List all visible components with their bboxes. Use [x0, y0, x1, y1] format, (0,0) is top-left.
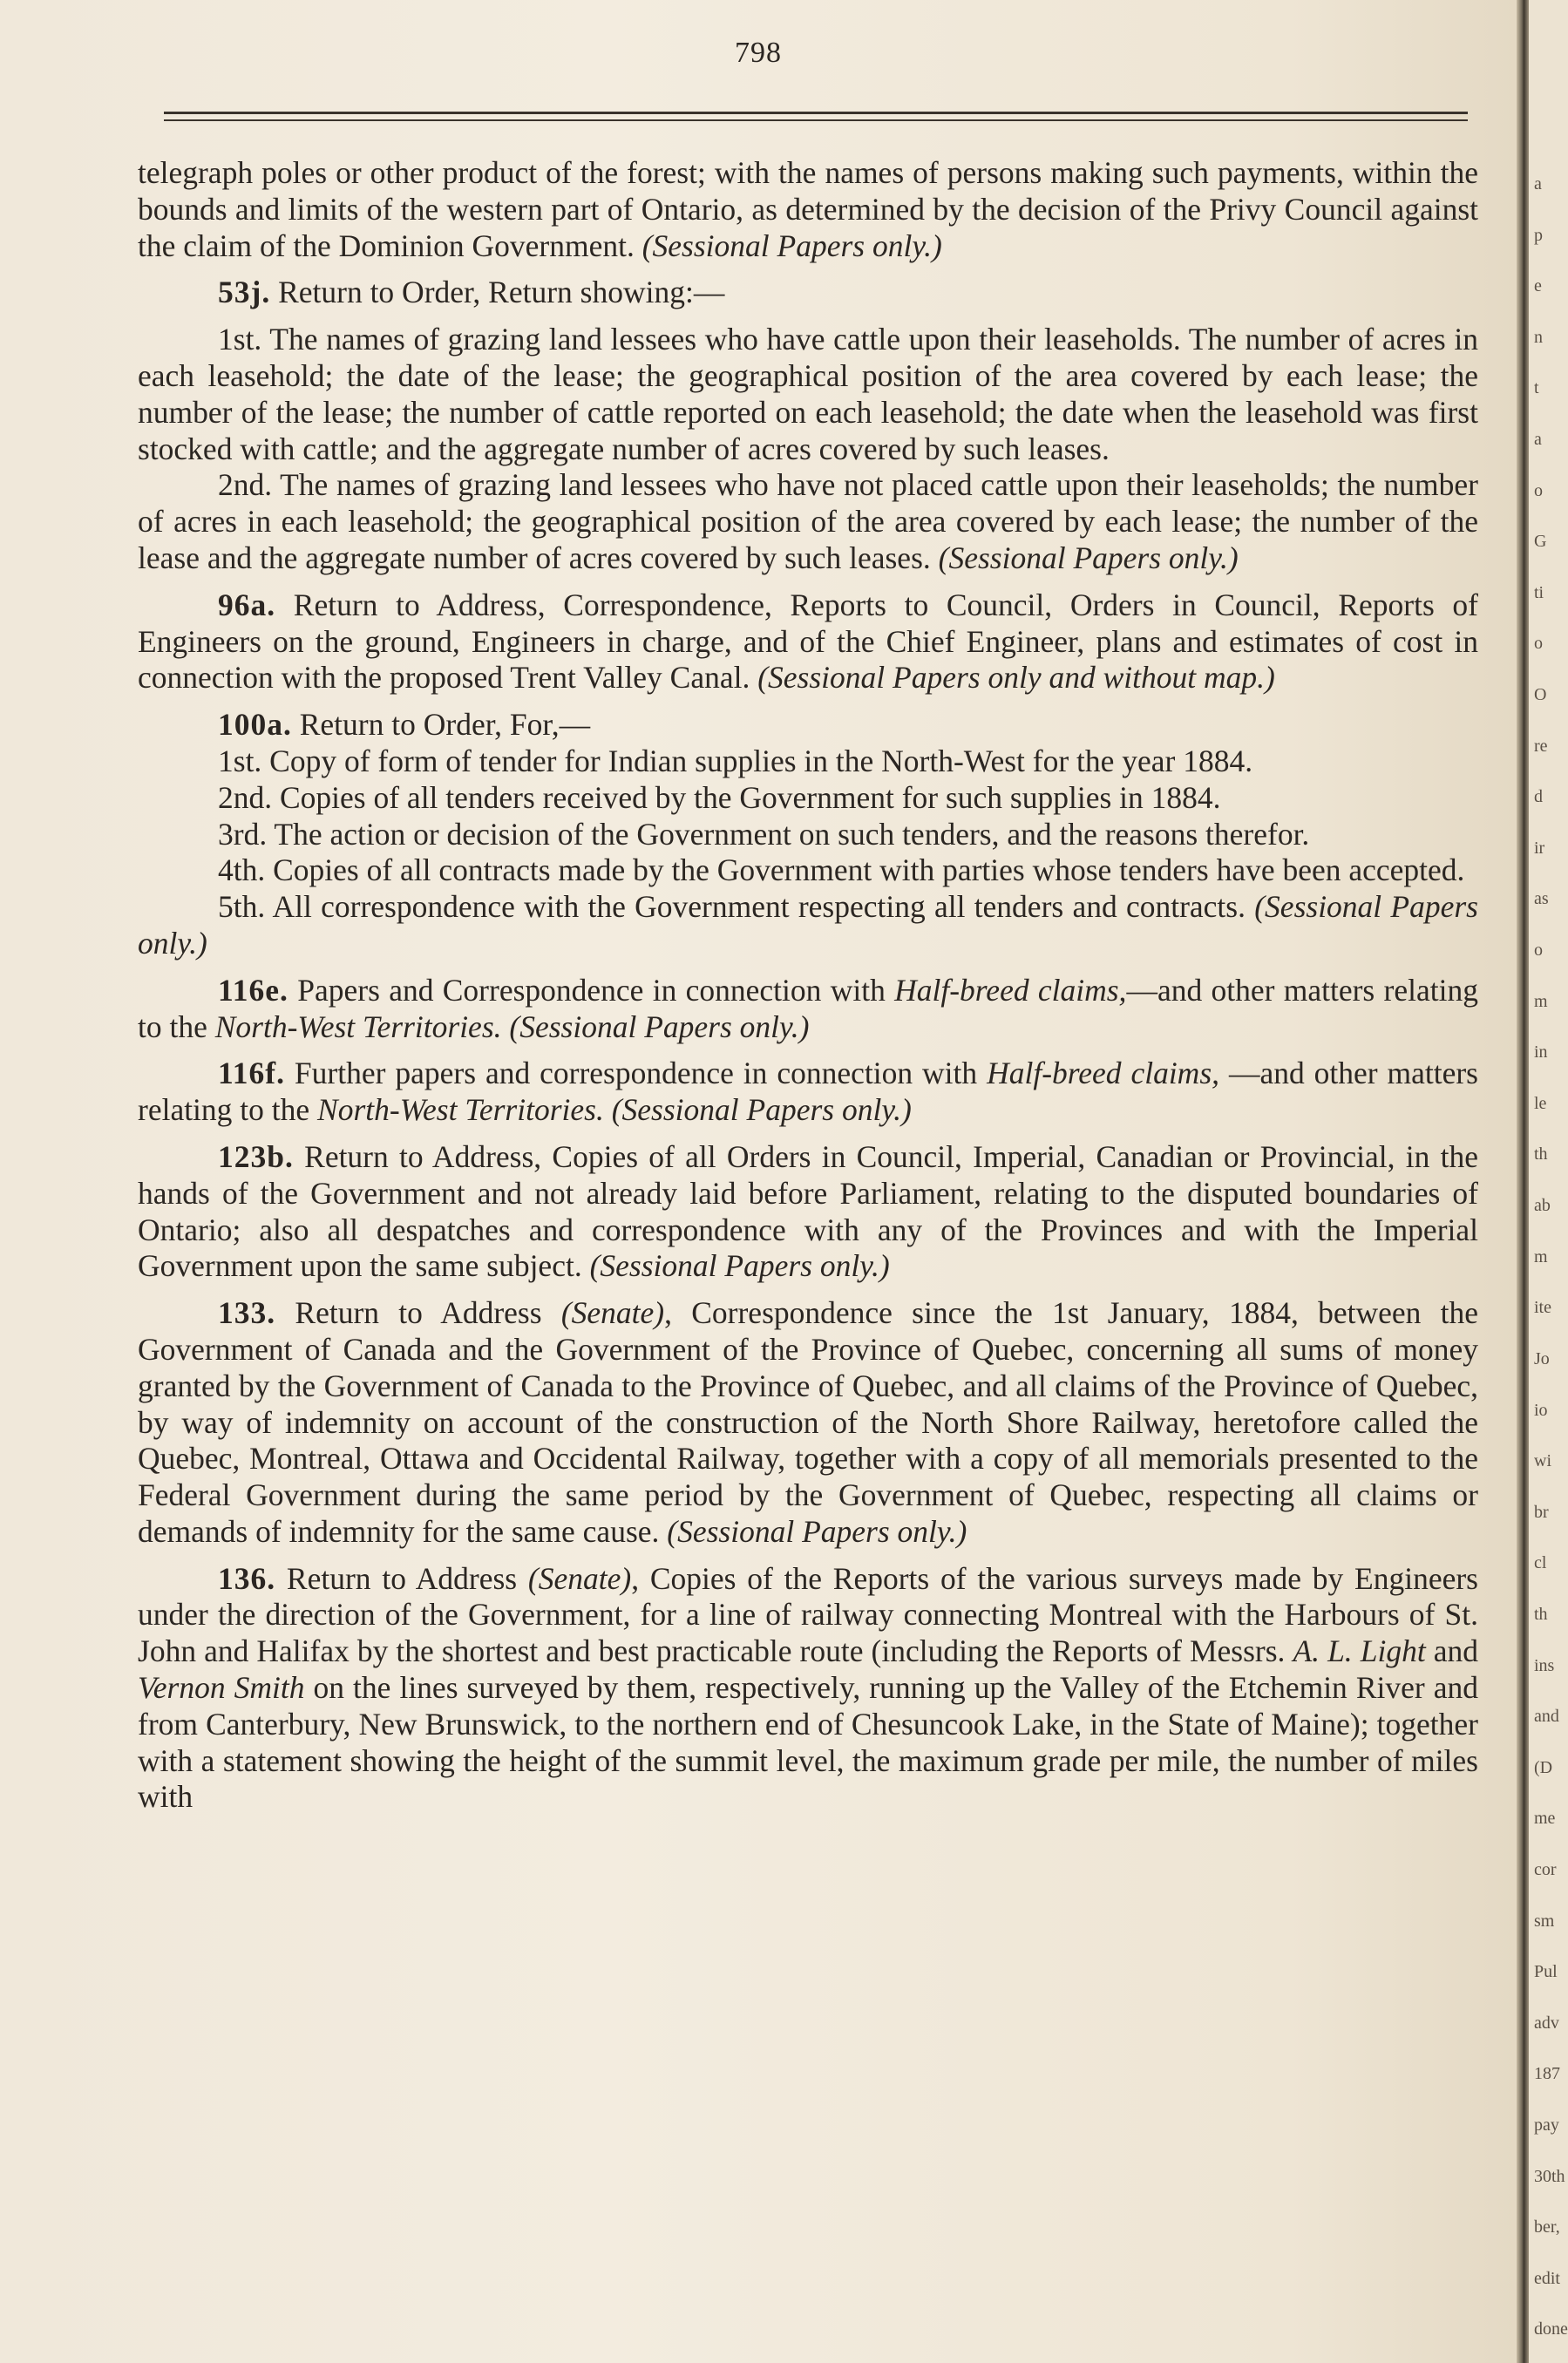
adjacent-page-fragment: and	[1534, 1707, 1559, 1726]
entry-number: 53j.	[218, 275, 271, 310]
adjacent-page-fragment: sm	[1534, 1911, 1555, 1931]
entry-number: 133.	[218, 1295, 276, 1331]
entry-number: 96a.	[218, 587, 276, 622]
adjacent-page-fragment: me	[1534, 1809, 1556, 1828]
adjacent-page-fragment: t	[1534, 378, 1539, 397]
entry-100a-item-1: 1st. Copy of form of tender for Indian supplies in the North-West for the year 1884.	[218, 743, 1253, 778]
entry-number: 136.	[218, 1560, 276, 1596]
entry-number: 123b.	[218, 1138, 294, 1174]
adjacent-page-fragment: Jo	[1534, 1349, 1550, 1368]
adjacent-page-edge	[1529, 0, 1568, 2363]
entry-116e: 116e. Papers and Correspondence in connection with Half-breed claims,—and other matters relating to the North-West Territories. (Sessional Papers only.)	[138, 972, 1478, 1044]
adjacent-page-fragment: pay	[1534, 2115, 1559, 2135]
entry-100a-item-4: 4th. Copies of all contracts made by the Government with parties whose tenders have been accepted.	[218, 852, 1465, 888]
adjacent-page-fragment: e	[1534, 276, 1542, 295]
entry-53j-item-1: 1st. The names of grazing land lessees who have cattle upon their leaseholds. The number of acres in each leasehold; the date of the lease; the geographical position of the area covered by each lease; the number of the lease; the number of cattle reported on each leasehold; the date when the leasehold was first stocked with cattle; and the aggregate number of acres covered by such leases.	[138, 322, 1478, 466]
adjacent-page-fragment: (D	[1534, 1758, 1553, 1777]
adjacent-page-fragment: ab	[1534, 1196, 1551, 1215]
adjacent-page-fragment: G	[1534, 532, 1547, 551]
adjacent-page-fragment: cl	[1534, 1553, 1547, 1572]
adjacent-page-fragment: a	[1534, 430, 1542, 449]
adjacent-page-fragment: Pul	[1534, 1962, 1558, 1981]
adjacent-page-fragment: edit	[1534, 2269, 1560, 2288]
adjacent-page-fragment: ins	[1534, 1656, 1555, 1675]
continuation-paragraph: telegraph poles or other product of the forest; with the names of persons making such payments, within the bounds and limits of the western part of Ontario, as determined by the decision of the Privy Council against the claim of the Dominion Government. (Sessional Papers only.)	[138, 155, 1478, 263]
entry-100a-item-5: 5th. All correspondence with the Government respecting all tenders and contracts. (Sessional Papers only.)	[138, 889, 1478, 961]
entry-133: 133. Return to Address (Senate), Correspondence since the 1st January, 1884, between the Government of Canada and the Government of the Province of Quebec, concerning all sums of money granted by the Government of Canada to the Province of Quebec, and all claims of the Province of Quebec, by way of indemnity on account of the construction of the North Shore Railway, heretofore called the Quebec, Montreal, Ottawa and Occidental Railway, together with a copy of all memorials presented to the Federal Government during the same period by the Government of Quebec, respecting all claims or demands of indemnity for the same cause. (Sessional Papers only.)	[138, 1295, 1478, 1549]
adjacent-page-fragment: 30th	[1534, 2167, 1565, 2186]
adjacent-page-fragment: o	[1534, 940, 1543, 960]
adjacent-page-fragment: le	[1534, 1094, 1547, 1113]
entry-136: 136. Return to Address (Senate), Copies of the Reports of the various surveys made by Engineers under the direction of the Government, for a line of railway connecting Montreal with the Harbours of St. John and Halifax by the shortest and best practicable route (including the Reports of Messrs. A. L. Light and Vernon Smith on the lines surveyed by them, respectively, running up the Valley of the Etchemin River and from Canterbury, New Brunswick, to the northern end of Chesuncook Lake, in the State of Maine); together with a statement showing the height of the summit level, the maximum grade per mile, the number of miles with	[138, 1560, 1478, 1815]
book-gutter	[1517, 0, 1529, 2363]
entry-53j-item-2: 2nd. The names of grazing land lessees who have not placed cattle upon their leaseholds; the number of acres in each leasehold; the geographical position of the area covered by each lease; the number of the lease and the aggregate number of acres covered by such leases. (Sessional Papers only.)	[138, 467, 1478, 575]
entry-number: 116f.	[218, 1056, 285, 1091]
entry-100a-item-2: 2nd. Copies of all tenders received by the Government for such supplies in 1884.	[218, 779, 1221, 815]
adjacent-page-fragment: re	[1534, 737, 1548, 756]
adjacent-page-fragment: br	[1534, 1503, 1549, 1522]
adjacent-page-fragment: th	[1534, 1144, 1548, 1164]
adjacent-page-fragment: in	[1534, 1042, 1548, 1062]
entry-number: 116e.	[218, 972, 288, 1008]
adjacent-page-fragment: o	[1534, 481, 1543, 500]
adjacent-page-fragment: adv	[1534, 2013, 1559, 2033]
entry-number: 100a.	[218, 707, 292, 743]
adjacent-page-fragment: ite	[1534, 1298, 1551, 1317]
adjacent-page-fragment: ti	[1534, 583, 1544, 602]
adjacent-page-fragment: O	[1534, 685, 1547, 704]
header-rule-thick	[164, 112, 1468, 114]
adjacent-page-fragment: wi	[1534, 1451, 1551, 1470]
entry-100a: 100a. Return to Order, For,—	[218, 707, 591, 743]
entry-53j: 53j. Return to Order, Return showing:—	[218, 275, 725, 310]
entry-123b: 123b. Return to Address, Copies of all Orders in Council, Imperial, Canadian or Provincial, in the hands of the Government and not already laid before Parliament, relating to the disputed boundaries of Ontario; also all despatches and correspondence with any of the Provinces and with the Imperial Government upon the same subject. (Sessional Papers only.)	[138, 1138, 1478, 1284]
adjacent-page-fragment: m	[1534, 1247, 1548, 1266]
adjacent-page-fragment: cor	[1534, 1860, 1557, 1879]
header-rule-thin	[164, 119, 1468, 121]
adjacent-page-fragment: p	[1534, 226, 1543, 245]
adjacent-page-fragment: m	[1534, 992, 1548, 1011]
adjacent-page-fragment: d	[1534, 787, 1543, 806]
adjacent-page-fragment: a	[1534, 174, 1542, 194]
entry-100a-item-3: 3rd. The action or decision of the Government on such tenders, and the reasons therefor.	[218, 816, 1310, 852]
adjacent-page-fragment: n	[1534, 328, 1543, 347]
adjacent-page-fragment: as	[1534, 889, 1549, 908]
adjacent-page-fragment: done	[1534, 2319, 1568, 2339]
adjacent-page-fragment: io	[1534, 1401, 1548, 1420]
entry-116f: 116f. Further papers and correspondence in connection with Half-breed claims, —and other matters relating to the North-West Territories. (Sessional Papers only.)	[138, 1056, 1478, 1128]
adjacent-page-fragment: ir	[1534, 839, 1545, 858]
adjacent-page-fragment: 187	[1534, 2064, 1560, 2083]
page-number: 798	[735, 37, 782, 69]
adjacent-page-fragment: th	[1534, 1605, 1548, 1624]
entry-96a: 96a. Return to Address, Correspondence, Reports to Council, Orders in Council, Reports of Engineers on the ground, Engineers in charge, and of the Chief Engineer, plans and estimates of cost in connection with the proposed Trent Valley Canal. (Sessional Papers only and without map.)	[138, 587, 1478, 696]
adjacent-page-fragment: ber,	[1534, 2217, 1560, 2237]
document-body	[138, 155, 1478, 1826]
adjacent-page-fragment: o	[1534, 634, 1543, 653]
